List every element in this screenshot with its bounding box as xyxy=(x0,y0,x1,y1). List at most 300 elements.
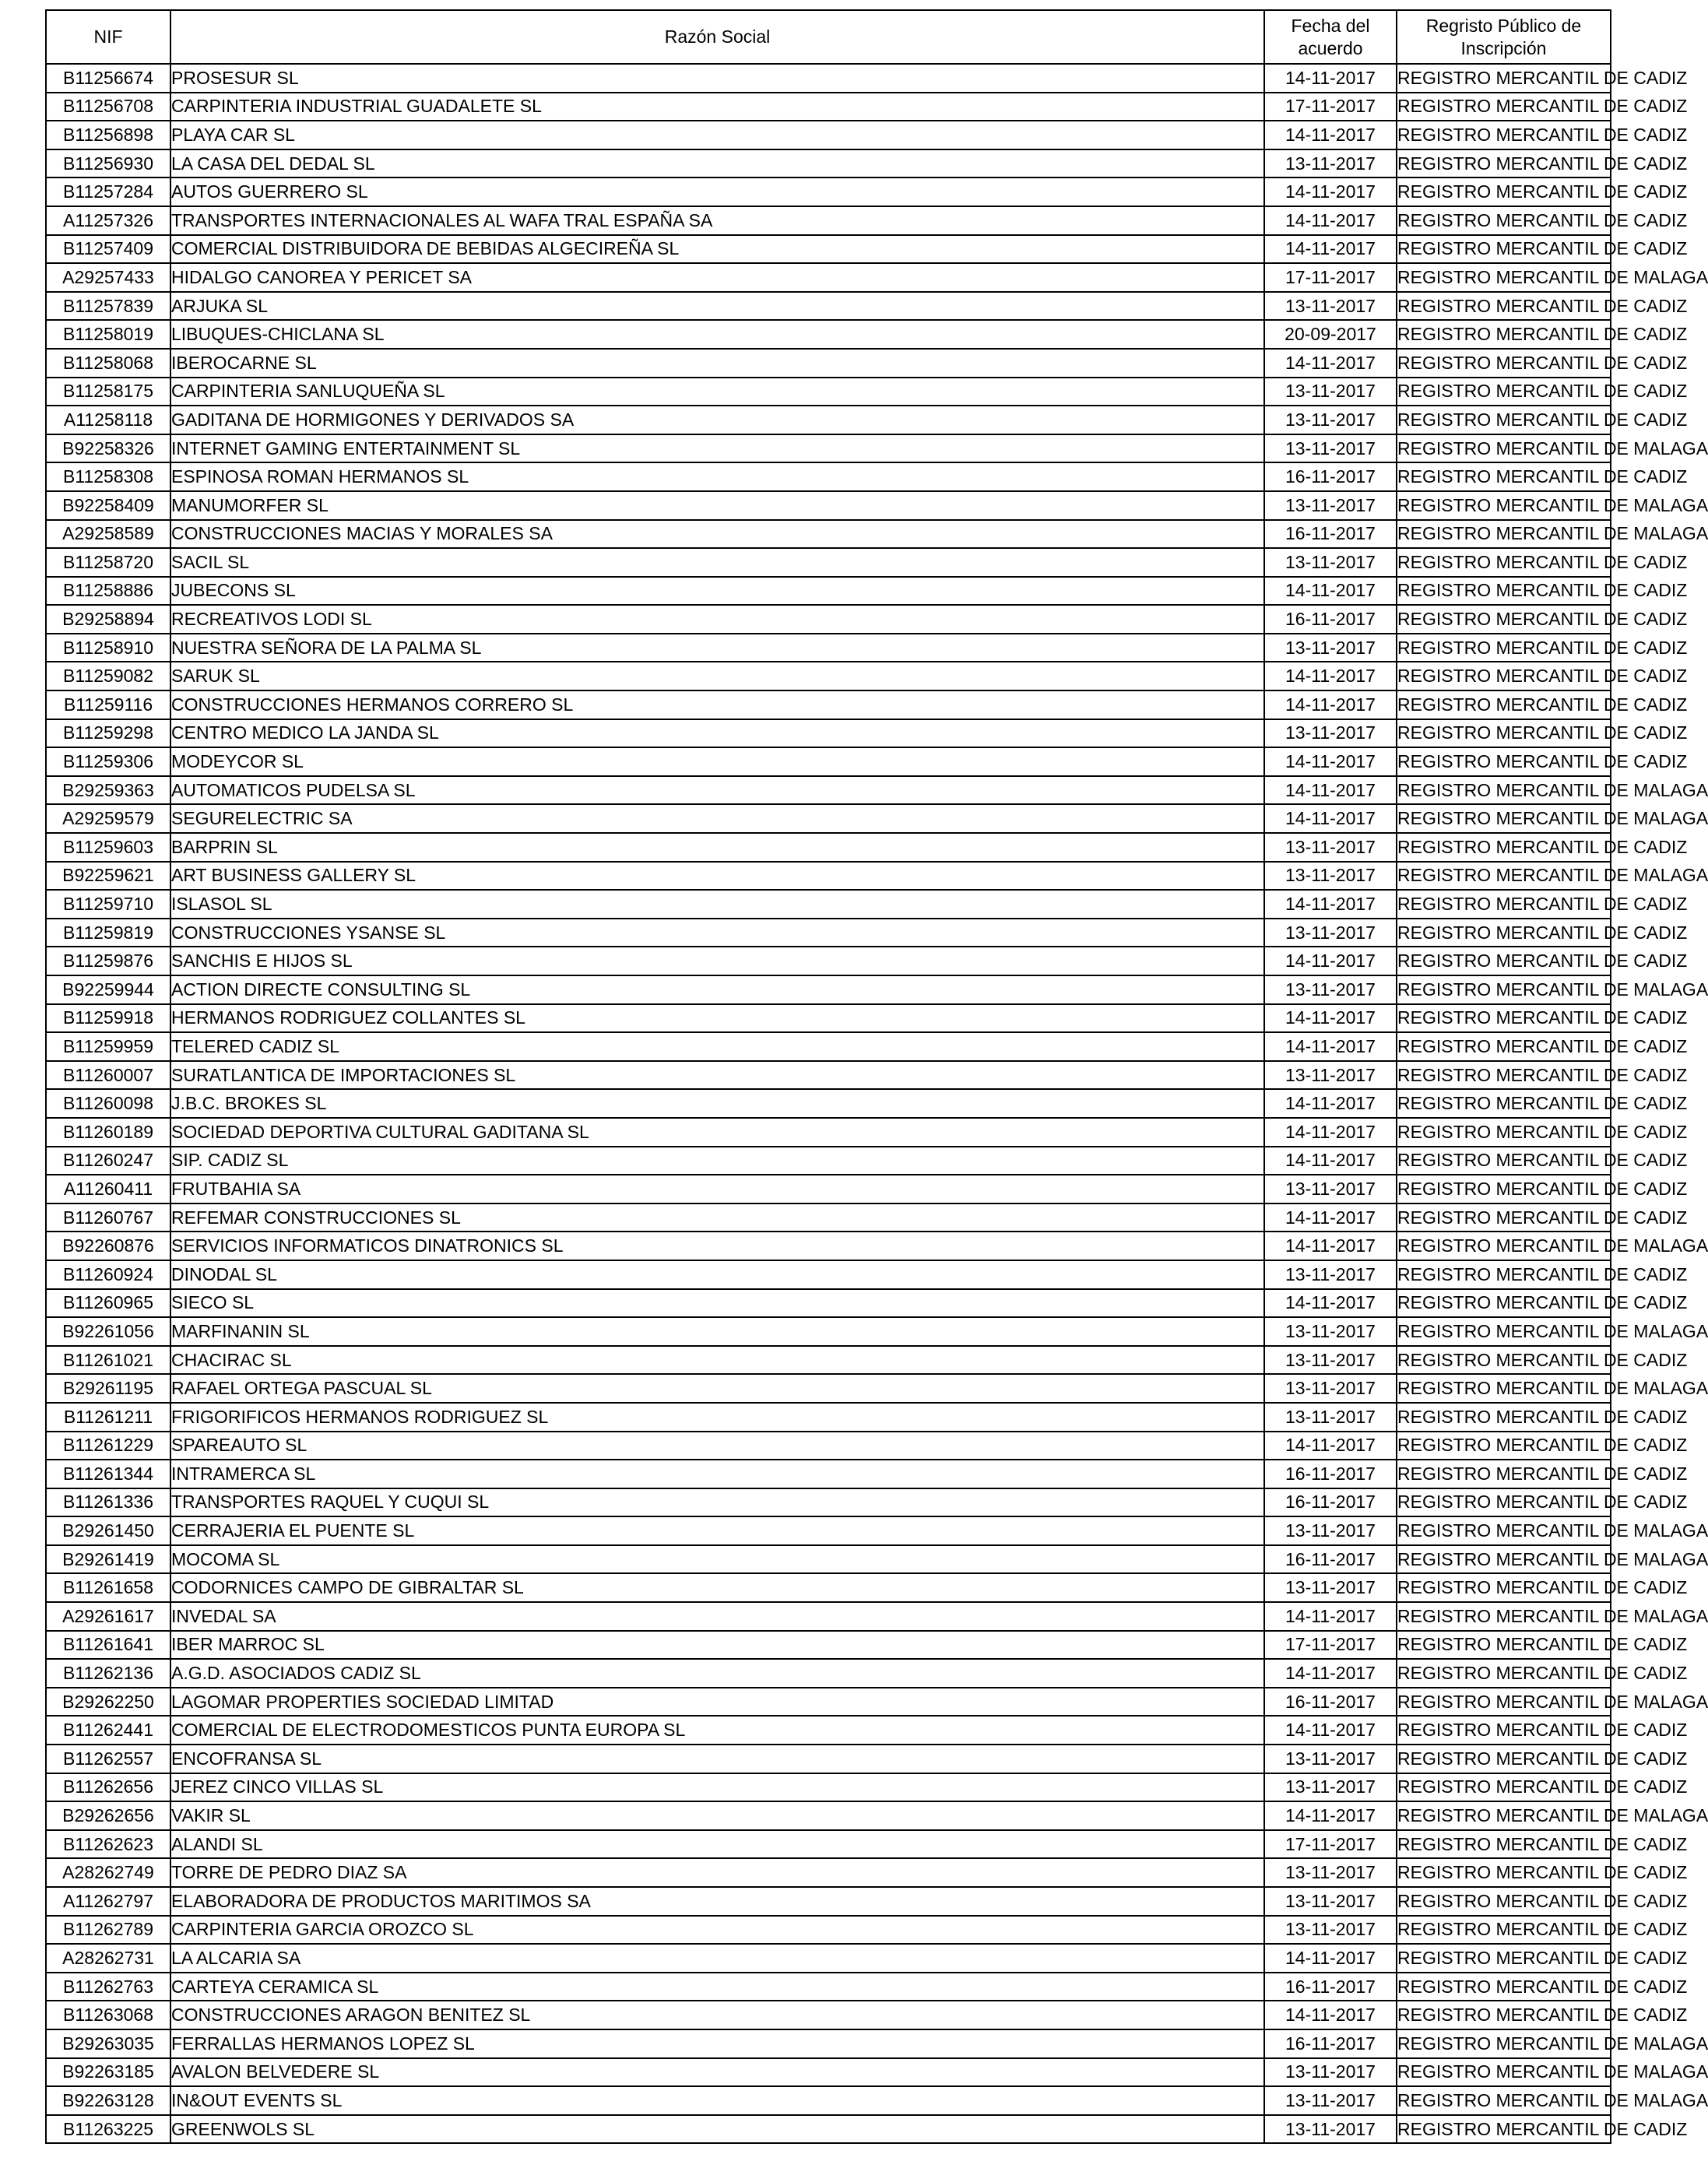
cell-fecha: 14-11-2017 xyxy=(1264,121,1397,149)
table-row xyxy=(46,662,1611,690)
cell-registro: REGISTRO MERCANTIL DE CADIZ xyxy=(1397,1260,1611,1289)
cell-fecha: 14-11-2017 xyxy=(1264,776,1397,805)
cell-fecha: 14-11-2017 xyxy=(1264,1289,1397,1318)
table-row xyxy=(46,406,1611,434)
cell-registro: REGISTRO MERCANTIL DE CADIZ xyxy=(1397,292,1611,321)
cell-fecha: 14-11-2017 xyxy=(1264,235,1397,264)
cell-nif: B11259603 xyxy=(46,833,170,862)
cell-nif: B11258175 xyxy=(46,378,170,406)
cell-registro: REGISTRO MERCANTIL DE CADIZ xyxy=(1397,1346,1611,1375)
cell-fecha: 13-11-2017 xyxy=(1264,1516,1397,1545)
cell-razon-social: ARJUKA SL xyxy=(170,292,1264,321)
cell-fecha: 16-11-2017 xyxy=(1264,1688,1397,1717)
cell-registro: REGISTRO MERCANTIL DE MALAGA xyxy=(1397,1232,1611,1260)
cell-razon-social: RAFAEL ORTEGA PASCUAL SL xyxy=(170,1374,1264,1403)
cell-registro: REGISTRO MERCANTIL DE CADIZ xyxy=(1397,2115,1611,2144)
cell-razon-social: SANCHIS E HIJOS SL xyxy=(170,947,1264,975)
cell-registro: REGISTRO MERCANTIL DE MALAGA xyxy=(1397,1602,1611,1631)
cell-fecha: 14-11-2017 xyxy=(1264,1716,1397,1745)
table-row xyxy=(46,320,1611,349)
cell-registro: REGISTRO MERCANTIL DE MALAGA xyxy=(1397,2058,1611,2087)
cell-fecha: 13-11-2017 xyxy=(1264,406,1397,434)
cell-nif: B29258894 xyxy=(46,605,170,634)
cell-nif: B11263068 xyxy=(46,2001,170,2029)
header-fecha-line1: Fecha del xyxy=(1291,15,1370,36)
table-row xyxy=(46,1801,1611,1830)
cell-fecha: 16-11-2017 xyxy=(1264,605,1397,634)
cell-registro: REGISTRO MERCANTIL DE CADIZ xyxy=(1397,634,1611,662)
cell-nif: A29258589 xyxy=(46,520,170,549)
cell-nif: B11261229 xyxy=(46,1432,170,1460)
table-row xyxy=(46,1460,1611,1488)
cell-razon-social: RECREATIVOS LODI SL xyxy=(170,605,1264,634)
cell-fecha: 13-11-2017 xyxy=(1264,548,1397,577)
table-row xyxy=(46,1745,1611,1773)
table-row xyxy=(46,462,1611,491)
cell-nif: B11259819 xyxy=(46,919,170,947)
cell-razon-social: MANUMORFER SL xyxy=(170,491,1264,520)
cell-fecha: 16-11-2017 xyxy=(1264,462,1397,491)
cell-nif: B11261336 xyxy=(46,1488,170,1517)
table-row xyxy=(46,520,1611,549)
table-row xyxy=(46,1631,1611,1660)
cell-registro: REGISTRO MERCANTIL DE CADIZ xyxy=(1397,1061,1611,1090)
cell-razon-social: BARPRIN SL xyxy=(170,833,1264,862)
cell-razon-social: FRIGORIFICOS HERMANOS RODRIGUEZ SL xyxy=(170,1403,1264,1432)
cell-registro: REGISTRO MERCANTIL DE CADIZ xyxy=(1397,1118,1611,1147)
cell-razon-social: CENTRO MEDICO LA JANDA SL xyxy=(170,719,1264,748)
cell-fecha: 14-11-2017 xyxy=(1264,1432,1397,1460)
cell-registro: REGISTRO MERCANTIL DE CADIZ xyxy=(1397,605,1611,634)
cell-registro: REGISTRO MERCANTIL DE MALAGA xyxy=(1397,1801,1611,1830)
cell-nif: B11260767 xyxy=(46,1203,170,1232)
cell-nif: B11261641 xyxy=(46,1631,170,1660)
cell-nif: B11256708 xyxy=(46,93,170,121)
cell-razon-social: CARPINTERIA SANLUQUEÑA SL xyxy=(170,378,1264,406)
cell-fecha: 16-11-2017 xyxy=(1264,2029,1397,2058)
cell-nif: A28262731 xyxy=(46,1944,170,1973)
cell-nif: B11262136 xyxy=(46,1659,170,1688)
cell-razon-social: A.G.D. ASOCIADOS CADIZ SL xyxy=(170,1659,1264,1688)
table-row xyxy=(46,177,1611,206)
cell-razon-social: FRUTBAHIA SA xyxy=(170,1175,1264,1203)
cell-registro: REGISTRO MERCANTIL DE CADIZ xyxy=(1397,1858,1611,1887)
cell-registro: REGISTRO MERCANTIL DE MALAGA xyxy=(1397,520,1611,549)
cell-fecha: 14-11-2017 xyxy=(1264,1004,1397,1033)
cell-registro: REGISTRO MERCANTIL DE MALAGA xyxy=(1397,491,1611,520)
table-row xyxy=(46,1203,1611,1232)
cell-razon-social: TORRE DE PEDRO DIAZ SA xyxy=(170,1858,1264,1887)
table-row xyxy=(46,1858,1611,1887)
table-row xyxy=(46,64,1611,93)
cell-registro: REGISTRO MERCANTIL DE CADIZ xyxy=(1397,462,1611,491)
cell-razon-social: TRANSPORTES INTERNACIONALES AL WAFA TRAL ESPAÑA SA xyxy=(170,206,1264,235)
table-row xyxy=(46,919,1611,947)
table-row xyxy=(46,206,1611,235)
table-row xyxy=(46,776,1611,805)
cell-razon-social: FERRALLAS HERMANOS LOPEZ SL xyxy=(170,2029,1264,2058)
cell-fecha: 13-11-2017 xyxy=(1264,919,1397,947)
cell-nif: B11262763 xyxy=(46,1973,170,2001)
cell-registro: REGISTRO MERCANTIL DE CADIZ xyxy=(1397,320,1611,349)
cell-fecha: 13-11-2017 xyxy=(1264,2058,1397,2087)
table-row xyxy=(46,719,1611,748)
cell-fecha: 16-11-2017 xyxy=(1264,1488,1397,1517)
cell-registro: REGISTRO MERCANTIL DE CADIZ xyxy=(1397,833,1611,862)
cell-razon-social: CERRAJERIA EL PUENTE SL xyxy=(170,1516,1264,1545)
table-row xyxy=(46,1602,1611,1631)
cell-nif: A29257433 xyxy=(46,263,170,292)
cell-razon-social: MARFINANIN SL xyxy=(170,1317,1264,1346)
cell-razon-social: CARPINTERIA INDUSTRIAL GUADALETE SL xyxy=(170,93,1264,121)
cell-razon-social: ESPINOSA ROMAN HERMANOS SL xyxy=(170,462,1264,491)
cell-razon-social: AUTOS GUERRERO SL xyxy=(170,177,1264,206)
cell-registro: REGISTRO MERCANTIL DE MALAGA xyxy=(1397,1374,1611,1403)
cell-registro: REGISTRO MERCANTIL DE MALAGA xyxy=(1397,2029,1611,2058)
cell-nif: B11256674 xyxy=(46,64,170,93)
cell-registro: REGISTRO MERCANTIL DE CADIZ xyxy=(1397,1488,1611,1517)
cell-fecha: 13-11-2017 xyxy=(1264,491,1397,520)
cell-nif: B11259298 xyxy=(46,719,170,748)
cell-registro: REGISTRO MERCANTIL DE CADIZ xyxy=(1397,719,1611,748)
cell-fecha: 14-11-2017 xyxy=(1264,349,1397,378)
table-row xyxy=(46,149,1611,178)
cell-nif: B11260247 xyxy=(46,1147,170,1175)
cell-razon-social: SPAREAUTO SL xyxy=(170,1432,1264,1460)
cell-razon-social: J.B.C. BROKES SL xyxy=(170,1089,1264,1118)
cell-fecha: 13-11-2017 xyxy=(1264,1573,1397,1602)
cell-razon-social: CARTEYA CERAMICA SL xyxy=(170,1973,1264,2001)
cell-razon-social: ALANDI SL xyxy=(170,1830,1264,1859)
cell-registro: REGISTRO MERCANTIL DE MALAGA xyxy=(1397,862,1611,891)
cell-razon-social: ISLASOL SL xyxy=(170,890,1264,919)
table-row xyxy=(46,1573,1611,1602)
cell-nif: B29262250 xyxy=(46,1688,170,1717)
cell-registro: REGISTRO MERCANTIL DE MALAGA xyxy=(1397,434,1611,463)
cell-registro: REGISTRO MERCANTIL DE CADIZ xyxy=(1397,662,1611,690)
cell-registro: REGISTRO MERCANTIL DE CADIZ xyxy=(1397,149,1611,178)
cell-fecha: 17-11-2017 xyxy=(1264,1830,1397,1859)
cell-fecha: 17-11-2017 xyxy=(1264,93,1397,121)
cell-nif: B11260924 xyxy=(46,1260,170,1289)
cell-nif: B92261056 xyxy=(46,1317,170,1346)
cell-nif: B92259621 xyxy=(46,862,170,891)
cell-razon-social: ART BUSINESS GALLERY SL xyxy=(170,862,1264,891)
cell-nif: B11260189 xyxy=(46,1118,170,1147)
cell-registro: REGISTRO MERCANTIL DE CADIZ xyxy=(1397,1089,1611,1118)
cell-razon-social: IN&OUT EVENTS SL xyxy=(170,2086,1264,2115)
cell-razon-social: SURATLANTICA DE IMPORTACIONES SL xyxy=(170,1061,1264,1090)
cell-nif: B29261195 xyxy=(46,1374,170,1403)
cell-fecha: 13-11-2017 xyxy=(1264,862,1397,891)
cell-registro: REGISTRO MERCANTIL DE CADIZ xyxy=(1397,1916,1611,1945)
cell-fecha: 13-11-2017 xyxy=(1264,1403,1397,1432)
cell-registro: REGISTRO MERCANTIL DE CADIZ xyxy=(1397,93,1611,121)
cell-razon-social: LIBUQUES-CHICLANA SL xyxy=(170,320,1264,349)
cell-fecha: 13-11-2017 xyxy=(1264,1858,1397,1887)
cell-registro: REGISTRO MERCANTIL DE CADIZ xyxy=(1397,2001,1611,2029)
table-row xyxy=(46,804,1611,833)
header-nif: NIF xyxy=(46,10,170,64)
cell-fecha: 13-11-2017 xyxy=(1264,2086,1397,2115)
cell-nif: B92260876 xyxy=(46,1232,170,1260)
cell-razon-social: SIP. CADIZ SL xyxy=(170,1147,1264,1175)
cell-razon-social: GADITANA DE HORMIGONES Y DERIVADOS SA xyxy=(170,406,1264,434)
header-row xyxy=(46,10,1611,64)
cell-nif: B11260007 xyxy=(46,1061,170,1090)
cell-nif: B11259959 xyxy=(46,1032,170,1061)
cell-fecha: 13-11-2017 xyxy=(1264,975,1397,1004)
cell-nif: B11261021 xyxy=(46,1346,170,1375)
cell-registro: REGISTRO MERCANTIL DE CADIZ xyxy=(1397,1830,1611,1859)
cell-fecha: 14-11-2017 xyxy=(1264,1801,1397,1830)
table-row xyxy=(46,1887,1611,1916)
cell-fecha: 13-11-2017 xyxy=(1264,1773,1397,1802)
cell-nif: B11261211 xyxy=(46,1403,170,1432)
cell-fecha: 13-11-2017 xyxy=(1264,149,1397,178)
table-row xyxy=(46,1346,1611,1375)
cell-fecha: 14-11-2017 xyxy=(1264,2001,1397,2029)
cell-razon-social: SERVICIOS INFORMATICOS DINATRONICS SL xyxy=(170,1232,1264,1260)
cell-razon-social: ACTION DIRECTE CONSULTING SL xyxy=(170,975,1264,1004)
cell-registro: REGISTRO MERCANTIL DE CADIZ xyxy=(1397,1716,1611,1745)
cell-registro: REGISTRO MERCANTIL DE CADIZ xyxy=(1397,1403,1611,1432)
cell-razon-social: PROSESUR SL xyxy=(170,64,1264,93)
cell-nif: B29262656 xyxy=(46,1801,170,1830)
cell-nif: A28262749 xyxy=(46,1858,170,1887)
cell-razon-social: TELERED CADIZ SL xyxy=(170,1032,1264,1061)
cell-nif: A11258118 xyxy=(46,406,170,434)
cell-fecha: 13-11-2017 xyxy=(1264,378,1397,406)
table-row xyxy=(46,1659,1611,1688)
cell-razon-social: MODEYCOR SL xyxy=(170,747,1264,776)
cell-fecha: 16-11-2017 xyxy=(1264,1545,1397,1574)
cell-nif: B11256930 xyxy=(46,149,170,178)
cell-fecha: 13-11-2017 xyxy=(1264,634,1397,662)
cell-registro: REGISTRO MERCANTIL DE CADIZ xyxy=(1397,206,1611,235)
cell-razon-social: LA CASA DEL DEDAL SL xyxy=(170,149,1264,178)
cell-nif: B11262441 xyxy=(46,1716,170,1745)
cell-razon-social: NUESTRA SEÑORA DE LA PALMA SL xyxy=(170,634,1264,662)
cell-nif: B29259363 xyxy=(46,776,170,805)
cell-nif: B92263185 xyxy=(46,2058,170,2087)
table-row xyxy=(46,263,1611,292)
cell-nif: A29261617 xyxy=(46,1602,170,1631)
table-row xyxy=(46,947,1611,975)
table-row xyxy=(46,1061,1611,1090)
company-registry-table xyxy=(45,9,1708,2144)
cell-fecha: 13-11-2017 xyxy=(1264,1061,1397,1090)
cell-nif: B11259116 xyxy=(46,690,170,719)
cell-nif: A11262797 xyxy=(46,1887,170,1916)
cell-fecha: 17-11-2017 xyxy=(1264,263,1397,292)
cell-nif: B11262789 xyxy=(46,1916,170,1945)
cell-nif: B11256898 xyxy=(46,121,170,149)
cell-registro: REGISTRO MERCANTIL DE CADIZ xyxy=(1397,947,1611,975)
cell-fecha: 14-11-2017 xyxy=(1264,1147,1397,1175)
cell-registro: REGISTRO MERCANTIL DE CADIZ xyxy=(1397,177,1611,206)
cell-razon-social: COMERCIAL DISTRIBUIDORA DE BEBIDAS ALGECIREÑA SL xyxy=(170,235,1264,264)
cell-nif: B29261450 xyxy=(46,1516,170,1545)
cell-razon-social: INTRAMERCA SL xyxy=(170,1460,1264,1488)
cell-registro: REGISTRO MERCANTIL DE MALAGA xyxy=(1397,975,1611,1004)
cell-registro: REGISTRO MERCANTIL DE CADIZ xyxy=(1397,1573,1611,1602)
table-row xyxy=(46,975,1611,1004)
cell-razon-social: VAKIR SL xyxy=(170,1801,1264,1830)
cell-fecha: 13-11-2017 xyxy=(1264,1745,1397,1773)
cell-razon-social: PLAYA CAR SL xyxy=(170,121,1264,149)
cell-fecha: 14-11-2017 xyxy=(1264,1089,1397,1118)
table-row xyxy=(46,1289,1611,1318)
cell-fecha: 20-09-2017 xyxy=(1264,320,1397,349)
cell-razon-social: CONSTRUCCIONES HERMANOS CORRERO SL xyxy=(170,690,1264,719)
cell-registro: REGISTRO MERCANTIL DE CADIZ xyxy=(1397,1289,1611,1318)
table-row xyxy=(46,605,1611,634)
table-row xyxy=(46,491,1611,520)
cell-razon-social: LAGOMAR PROPERTIES SOCIEDAD LIMITAD xyxy=(170,1688,1264,1717)
cell-razon-social: HERMANOS RODRIGUEZ COLLANTES SL xyxy=(170,1004,1264,1033)
cell-nif: B11259918 xyxy=(46,1004,170,1033)
cell-razon-social: JUBECONS SL xyxy=(170,577,1264,606)
cell-registro: REGISTRO MERCANTIL DE CADIZ xyxy=(1397,406,1611,434)
header-registro: Regristo Público de Inscripción xyxy=(1397,10,1611,64)
cell-razon-social: IBER MARROC SL xyxy=(170,1631,1264,1660)
cell-fecha: 16-11-2017 xyxy=(1264,520,1397,549)
cell-registro: REGISTRO MERCANTIL DE CADIZ xyxy=(1397,1973,1611,2001)
cell-nif: B92258326 xyxy=(46,434,170,463)
cell-razon-social: CARPINTERIA GARCIA OROZCO SL xyxy=(170,1916,1264,1945)
table-row xyxy=(46,434,1611,463)
table-row xyxy=(46,690,1611,719)
table-row xyxy=(46,890,1611,919)
cell-razon-social: INTERNET GAMING ENTERTAINMENT SL xyxy=(170,434,1264,463)
cell-registro: REGISTRO MERCANTIL DE MALAGA xyxy=(1397,804,1611,833)
cell-razon-social: ELABORADORA DE PRODUCTOS MARITIMOS SA xyxy=(170,1887,1264,1916)
table-row xyxy=(46,1260,1611,1289)
table-row xyxy=(46,833,1611,862)
cell-razon-social: SEGURELECTRIC SA xyxy=(170,804,1264,833)
table-row xyxy=(46,1317,1611,1346)
cell-fecha: 14-11-2017 xyxy=(1264,890,1397,919)
table-row xyxy=(46,292,1611,321)
table-row xyxy=(46,2086,1611,2115)
cell-nif: B11258886 xyxy=(46,577,170,606)
cell-fecha: 13-11-2017 xyxy=(1264,1175,1397,1203)
cell-fecha: 14-11-2017 xyxy=(1264,206,1397,235)
cell-nif: B11262656 xyxy=(46,1773,170,1802)
table-row xyxy=(46,1232,1611,1260)
cell-registro: REGISTRO MERCANTIL DE CADIZ xyxy=(1397,548,1611,577)
cell-razon-social: COMERCIAL DE ELECTRODOMESTICOS PUNTA EUROPA SL xyxy=(170,1716,1264,1745)
table-row xyxy=(46,634,1611,662)
cell-fecha: 13-11-2017 xyxy=(1264,1374,1397,1403)
cell-nif: B11258308 xyxy=(46,462,170,491)
table-row xyxy=(46,378,1611,406)
cell-registro: REGISTRO MERCANTIL DE CADIZ xyxy=(1397,1004,1611,1033)
table-row xyxy=(46,2029,1611,2058)
cell-razon-social: DINODAL SL xyxy=(170,1260,1264,1289)
table-row xyxy=(46,862,1611,891)
cell-razon-social: SOCIEDAD DEPORTIVA CULTURAL GADITANA SL xyxy=(170,1118,1264,1147)
table-row xyxy=(46,1032,1611,1061)
cell-razon-social: SACIL SL xyxy=(170,548,1264,577)
cell-registro: REGISTRO MERCANTIL DE MALAGA xyxy=(1397,1545,1611,1574)
cell-registro: REGISTRO MERCANTIL DE CADIZ xyxy=(1397,1147,1611,1175)
cell-registro: REGISTRO MERCANTIL DE CADIZ xyxy=(1397,1432,1611,1460)
table-row xyxy=(46,1118,1611,1147)
cell-nif: A11257326 xyxy=(46,206,170,235)
cell-nif: B92258409 xyxy=(46,491,170,520)
cell-registro: REGISTRO MERCANTIL DE CADIZ xyxy=(1397,890,1611,919)
cell-fecha: 14-11-2017 xyxy=(1264,747,1397,776)
cell-registro: REGISTRO MERCANTIL DE CADIZ xyxy=(1397,690,1611,719)
cell-fecha: 16-11-2017 xyxy=(1264,1973,1397,2001)
cell-nif: B11261344 xyxy=(46,1460,170,1488)
cell-razon-social: CONSTRUCCIONES MACIAS Y MORALES SA xyxy=(170,520,1264,549)
table-row xyxy=(46,1916,1611,1945)
cell-fecha: 14-11-2017 xyxy=(1264,177,1397,206)
cell-fecha: 13-11-2017 xyxy=(1264,833,1397,862)
cell-razon-social: INVEDAL SA xyxy=(170,1602,1264,1631)
cell-registro: REGISTRO MERCANTIL DE CADIZ xyxy=(1397,919,1611,947)
cell-registro: REGISTRO MERCANTIL DE CADIZ xyxy=(1397,1659,1611,1688)
cell-nif: B11260965 xyxy=(46,1289,170,1318)
table-row xyxy=(46,1716,1611,1745)
table-row xyxy=(46,1944,1611,1973)
cell-razon-social: CODORNICES CAMPO DE GIBRALTAR SL xyxy=(170,1573,1264,1602)
table-row xyxy=(46,1688,1611,1717)
header-razon-social: Razón Social xyxy=(170,10,1264,64)
cell-registro: REGISTRO MERCANTIL DE CADIZ xyxy=(1397,1175,1611,1203)
cell-nif: B11261658 xyxy=(46,1573,170,1602)
cell-registro: REGISTRO MERCANTIL DE CADIZ xyxy=(1397,1460,1611,1488)
cell-fecha: 13-11-2017 xyxy=(1264,1317,1397,1346)
cell-razon-social: AVALON BELVEDERE SL xyxy=(170,2058,1264,2087)
cell-razon-social: MOCOMA SL xyxy=(170,1545,1264,1574)
cell-fecha: 14-11-2017 xyxy=(1264,1659,1397,1688)
cell-fecha: 13-11-2017 xyxy=(1264,1916,1397,1945)
cell-fecha: 14-11-2017 xyxy=(1264,690,1397,719)
cell-nif: A11260411 xyxy=(46,1175,170,1203)
cell-registro: REGISTRO MERCANTIL DE CADIZ xyxy=(1397,349,1611,378)
cell-razon-social: SARUK SL xyxy=(170,662,1264,690)
table-row xyxy=(46,548,1611,577)
cell-fecha: 14-11-2017 xyxy=(1264,662,1397,690)
cell-razon-social: CONSTRUCCIONES YSANSE SL xyxy=(170,919,1264,947)
cell-registro: REGISTRO MERCANTIL DE CADIZ xyxy=(1397,1631,1611,1660)
table-row xyxy=(46,1432,1611,1460)
table-row xyxy=(46,1374,1611,1403)
cell-nif: B11257409 xyxy=(46,235,170,264)
cell-registro: REGISTRO MERCANTIL DE CADIZ xyxy=(1397,577,1611,606)
cell-nif: B92263128 xyxy=(46,2086,170,2115)
header-fecha-line2: acuerdo xyxy=(1298,37,1363,58)
cell-nif: B11259306 xyxy=(46,747,170,776)
table-row xyxy=(46,1147,1611,1175)
cell-registro: REGISTRO MERCANTIL DE MALAGA xyxy=(1397,2086,1611,2115)
table-row xyxy=(46,1488,1611,1517)
table-row xyxy=(46,577,1611,606)
table-row xyxy=(46,2115,1611,2144)
cell-registro: REGISTRO MERCANTIL DE MALAGA xyxy=(1397,1516,1611,1545)
cell-nif: B11257284 xyxy=(46,177,170,206)
cell-fecha: 14-11-2017 xyxy=(1264,1944,1397,1973)
cell-fecha: 17-11-2017 xyxy=(1264,1631,1397,1660)
cell-fecha: 14-11-2017 xyxy=(1264,1203,1397,1232)
cell-nif: B11262557 xyxy=(46,1745,170,1773)
cell-fecha: 13-11-2017 xyxy=(1264,434,1397,463)
cell-nif: B29261419 xyxy=(46,1545,170,1574)
